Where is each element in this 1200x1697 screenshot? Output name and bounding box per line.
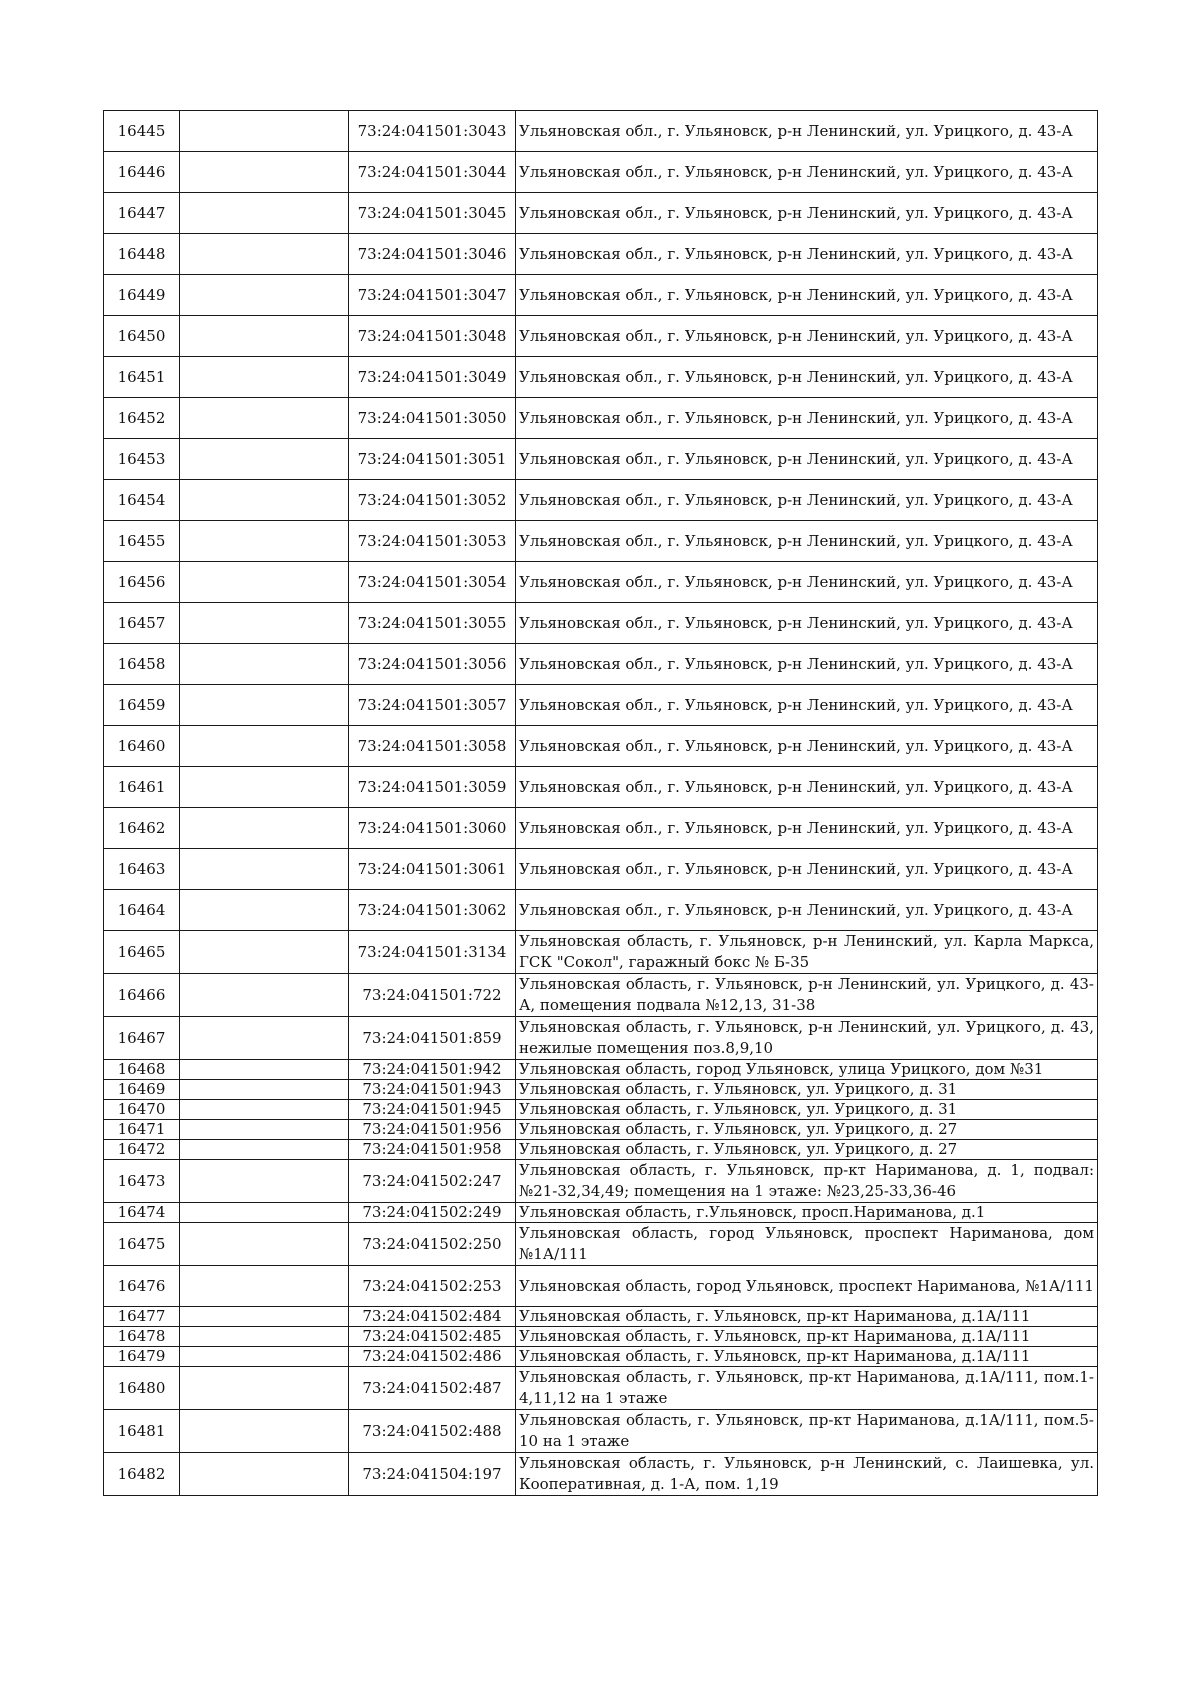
table-row: [104, 1100, 1098, 1120]
table-row: [104, 685, 1098, 726]
address-cell: Ульяновская область, г. Ульяновск, р-н Ленинский, ул. Урицкого, д. 43, нежилые помещения поз.8,9,10: [516, 1017, 1098, 1060]
row-empty-cell: [180, 521, 349, 562]
table-row: [104, 1080, 1098, 1100]
table-row: [104, 808, 1098, 849]
table-row: [104, 644, 1098, 685]
address-cell: Ульяновская обл., г. Ульяновск, р-н Ленинский, ул. Урицкого, д. 43-А: [516, 152, 1098, 193]
row-number-cell: 16448: [104, 234, 180, 275]
cadastral-number-cell: 73:24:041502:486: [349, 1347, 516, 1367]
row-number-cell: 16447: [104, 193, 180, 234]
address-cell: Ульяновская обл., г. Ульяновск, р-н Ленинский, ул. Урицкого, д. 43-А: [516, 562, 1098, 603]
address-cell: Ульяновская область, г. Ульяновск, ул. Урицкого, д. 31: [516, 1100, 1098, 1120]
cadastral-number-cell: 73:24:041501:942: [349, 1060, 516, 1080]
cadastral-number-cell: 73:24:041502:484: [349, 1307, 516, 1327]
table-row: [104, 1327, 1098, 1347]
row-number-cell: 16472: [104, 1140, 180, 1160]
address-cell: Ульяновская область, г. Ульяновск, пр-кт Нариманова, д.1А/111, пом.1-4,11,12 на 1 этаже: [516, 1367, 1098, 1410]
table-row: [104, 849, 1098, 890]
row-empty-cell: [180, 767, 349, 808]
row-number-cell: 16456: [104, 562, 180, 603]
row-empty-cell: [180, 562, 349, 603]
cadastral-number-cell: 73:24:041501:3058: [349, 726, 516, 767]
row-number-cell: 16445: [104, 111, 180, 152]
address-cell: Ульяновская область, г.Ульяновск, просп.Нариманова, д.1: [516, 1203, 1098, 1223]
cadastral-number-cell: 73:24:041501:3056: [349, 644, 516, 685]
row-number-cell: 16482: [104, 1453, 180, 1496]
address-cell: Ульяновская обл., г. Ульяновск, р-н Ленинский, ул. Урицкого, д. 43-А: [516, 808, 1098, 849]
address-cell: Ульяновская область, г. Ульяновск, ул. Урицкого, д. 31: [516, 1080, 1098, 1100]
cadastral-number-cell: 73:24:041501:3054: [349, 562, 516, 603]
row-empty-cell: [180, 1453, 349, 1496]
address-cell: Ульяновская область, г. Ульяновск, ул. Урицкого, д. 27: [516, 1120, 1098, 1140]
address-cell: Ульяновская обл., г. Ульяновск, р-н Ленинский, ул. Урицкого, д. 43-А: [516, 685, 1098, 726]
row-number-cell: 16452: [104, 398, 180, 439]
address-cell: Ульяновская область, г. Ульяновск, пр-кт Нариманова, д. 1, подвал:№21-32,34,49; помещения на 1 этаже: №23,25-33,36-46: [516, 1160, 1098, 1203]
row-empty-cell: [180, 480, 349, 521]
row-number-cell: 16454: [104, 480, 180, 521]
row-number-cell: 16446: [104, 152, 180, 193]
row-number-cell: 16468: [104, 1060, 180, 1080]
address-cell: Ульяновская область, г. Ульяновск, р-н Ленинский, ул. Карла Маркса, ГСК "Сокол", гаражный бокс № Б-35: [516, 931, 1098, 974]
row-empty-cell: [180, 1410, 349, 1453]
row-empty-cell: [180, 316, 349, 357]
cadastral-number-cell: 73:24:041501:3134: [349, 931, 516, 974]
address-cell: Ульяновская область, город Ульяновск, улица Урицкого, дом №31: [516, 1060, 1098, 1080]
row-empty-cell: [180, 1120, 349, 1140]
address-cell: Ульяновская обл., г. Ульяновск, р-н Ленинский, ул. Урицкого, д. 43-А: [516, 767, 1098, 808]
address-cell: Ульяновская обл., г. Ульяновск, р-н Ленинский, ул. Урицкого, д. 43-А: [516, 603, 1098, 644]
table-row: [104, 521, 1098, 562]
row-empty-cell: [180, 890, 349, 931]
table-row: [104, 234, 1098, 275]
table-row: [104, 603, 1098, 644]
row-number-cell: 16466: [104, 974, 180, 1017]
cadastral-number-cell: 73:24:041501:3051: [349, 439, 516, 480]
address-cell: Ульяновская обл., г. Ульяновск, р-н Ленинский, ул. Урицкого, д. 43-А: [516, 890, 1098, 931]
row-empty-cell: [180, 931, 349, 974]
table-row: [104, 1140, 1098, 1160]
row-number-cell: 16473: [104, 1160, 180, 1203]
row-number-cell: 16479: [104, 1347, 180, 1367]
cadastral-number-cell: 73:24:041502:247: [349, 1160, 516, 1203]
cadastral-number-cell: 73:24:041501:3062: [349, 890, 516, 931]
table-row: [104, 1223, 1098, 1266]
row-number-cell: 16462: [104, 808, 180, 849]
row-number-cell: 16480: [104, 1367, 180, 1410]
table-row: [104, 398, 1098, 439]
cadastral-number-cell: 73:24:041501:958: [349, 1140, 516, 1160]
address-cell: Ульяновская обл., г. Ульяновск, р-н Ленинский, ул. Урицкого, д. 43-А: [516, 849, 1098, 890]
address-cell: Ульяновская обл., г. Ульяновск, р-н Ленинский, ул. Урицкого, д. 43-А: [516, 439, 1098, 480]
address-cell: Ульяновская область, г. Ульяновск, пр-кт Нариманова, д.1А/111: [516, 1347, 1098, 1367]
address-cell: Ульяновская область, г. Ульяновск, р-н Ленинский, с. Лаишевка, ул. Кооперативная, д. 1-А, пом. 1,19: [516, 1453, 1098, 1496]
address-cell: Ульяновская обл., г. Ульяновск, р-н Ленинский, ул. Урицкого, д. 43-А: [516, 357, 1098, 398]
address-cell: Ульяновская обл., г. Ульяновск, р-н Ленинский, ул. Урицкого, д. 43-А: [516, 480, 1098, 521]
row-empty-cell: [180, 644, 349, 685]
cadastral-number-cell: 73:24:041501:3053: [349, 521, 516, 562]
cadastral-number-cell: 73:24:041501:859: [349, 1017, 516, 1060]
cadastral-number-cell: 73:24:041501:3043: [349, 111, 516, 152]
row-number-cell: 16478: [104, 1327, 180, 1347]
row-empty-cell: [180, 1307, 349, 1327]
row-number-cell: 16481: [104, 1410, 180, 1453]
cadastral-number-cell: 73:24:041501:3047: [349, 275, 516, 316]
cadastral-number-cell: 73:24:041502:253: [349, 1266, 516, 1307]
row-number-cell: 16471: [104, 1120, 180, 1140]
row-empty-cell: [180, 685, 349, 726]
table-row: [104, 1347, 1098, 1367]
address-cell: Ульяновская обл., г. Ульяновск, р-н Ленинский, ул. Урицкого, д. 43-А: [516, 398, 1098, 439]
address-cell: Ульяновская обл., г. Ульяновск, р-н Ленинский, ул. Урицкого, д. 43-А: [516, 111, 1098, 152]
registry-table-body: [104, 111, 1098, 1496]
row-number-cell: 16464: [104, 890, 180, 931]
table-row: [104, 726, 1098, 767]
row-number-cell: 16459: [104, 685, 180, 726]
row-empty-cell: [180, 974, 349, 1017]
address-cell: Ульяновская обл., г. Ульяновск, р-н Ленинский, ул. Урицкого, д. 43-А: [516, 644, 1098, 685]
property-registry-table: [103, 110, 1098, 1496]
cadastral-number-cell: 73:24:041501:956: [349, 1120, 516, 1140]
row-empty-cell: [180, 152, 349, 193]
address-cell: Ульяновская область, г. Ульяновск, пр-кт Нариманова, д.1А/111: [516, 1307, 1098, 1327]
cadastral-number-cell: 73:24:041501:3060: [349, 808, 516, 849]
row-number-cell: 16457: [104, 603, 180, 644]
cadastral-number-cell: 73:24:041501:3059: [349, 767, 516, 808]
row-empty-cell: [180, 1367, 349, 1410]
table-row: [104, 767, 1098, 808]
row-empty-cell: [180, 1266, 349, 1307]
row-number-cell: 16463: [104, 849, 180, 890]
table-row: [104, 562, 1098, 603]
cadastral-number-cell: 73:24:041501:3048: [349, 316, 516, 357]
row-empty-cell: [180, 1223, 349, 1266]
row-empty-cell: [180, 275, 349, 316]
table-row: [104, 111, 1098, 152]
address-cell: Ульяновская обл., г. Ульяновск, р-н Ленинский, ул. Урицкого, д. 43-А: [516, 234, 1098, 275]
row-empty-cell: [180, 398, 349, 439]
row-empty-cell: [180, 1140, 349, 1160]
cadastral-number-cell: 73:24:041502:250: [349, 1223, 516, 1266]
row-empty-cell: [180, 111, 349, 152]
row-number-cell: 16461: [104, 767, 180, 808]
address-cell: Ульяновская обл., г. Ульяновск, р-н Ленинский, ул. Урицкого, д. 43-А: [516, 316, 1098, 357]
address-cell: Ульяновская область, город Ульяновск, проспект Нариманова, №1А/111: [516, 1266, 1098, 1307]
cadastral-number-cell: 73:24:041502:487: [349, 1367, 516, 1410]
row-number-cell: 16465: [104, 931, 180, 974]
address-cell: Ульяновская обл., г. Ульяновск, р-н Ленинский, ул. Урицкого, д. 43-А: [516, 726, 1098, 767]
row-number-cell: 16458: [104, 644, 180, 685]
cadastral-number-cell: 73:24:041501:3052: [349, 480, 516, 521]
table-row: [104, 1410, 1098, 1453]
table-row: [104, 890, 1098, 931]
row-number-cell: 16469: [104, 1080, 180, 1100]
table-row: [104, 1367, 1098, 1410]
row-number-cell: 16474: [104, 1203, 180, 1223]
cadastral-number-cell: 73:24:041502:485: [349, 1327, 516, 1347]
row-number-cell: 16453: [104, 439, 180, 480]
row-number-cell: 16455: [104, 521, 180, 562]
row-number-cell: 16449: [104, 275, 180, 316]
table-row: [104, 1120, 1098, 1140]
row-empty-cell: [180, 1060, 349, 1080]
address-cell: Ульяновская обл., г. Ульяновск, р-н Ленинский, ул. Урицкого, д. 43-А: [516, 521, 1098, 562]
cadastral-number-cell: 73:24:041501:3045: [349, 193, 516, 234]
table-row: [104, 1017, 1098, 1060]
row-number-cell: 16467: [104, 1017, 180, 1060]
row-empty-cell: [180, 234, 349, 275]
cadastral-number-cell: 73:24:041501:3049: [349, 357, 516, 398]
table-row: [104, 480, 1098, 521]
address-cell: Ульяновская область, город Ульяновск, проспект Нариманова, дом №1А/111: [516, 1223, 1098, 1266]
address-cell: Ульяновская обл., г. Ульяновск, р-н Ленинский, ул. Урицкого, д. 43-А: [516, 275, 1098, 316]
row-empty-cell: [180, 1080, 349, 1100]
row-number-cell: 16477: [104, 1307, 180, 1327]
row-number-cell: 16460: [104, 726, 180, 767]
row-empty-cell: [180, 193, 349, 234]
row-number-cell: 16451: [104, 357, 180, 398]
table-row: [104, 275, 1098, 316]
address-cell: Ульяновская область, г. Ульяновск, пр-кт Нариманова, д.1А/111: [516, 1327, 1098, 1347]
cadastral-number-cell: 73:24:041502:249: [349, 1203, 516, 1223]
cadastral-number-cell: 73:24:041501:3057: [349, 685, 516, 726]
row-number-cell: 16475: [104, 1223, 180, 1266]
address-cell: Ульяновская область, г. Ульяновск, пр-кт Нариманова, д.1А/111, пом.5-10 на 1 этаже: [516, 1410, 1098, 1453]
table-row: [104, 1060, 1098, 1080]
table-row: [104, 152, 1098, 193]
cadastral-number-cell: 73:24:041504:197: [349, 1453, 516, 1496]
table-row: [104, 193, 1098, 234]
row-empty-cell: [180, 1203, 349, 1223]
cadastral-number-cell: 73:24:041501:3046: [349, 234, 516, 275]
row-number-cell: 16476: [104, 1266, 180, 1307]
row-empty-cell: [180, 603, 349, 644]
cadastral-number-cell: 73:24:041501:3044: [349, 152, 516, 193]
row-empty-cell: [180, 357, 349, 398]
table-row: [104, 974, 1098, 1017]
table-row: [104, 1203, 1098, 1223]
row-empty-cell: [180, 1327, 349, 1347]
row-empty-cell: [180, 849, 349, 890]
row-empty-cell: [180, 726, 349, 767]
table-row: [104, 439, 1098, 480]
cadastral-number-cell: 73:24:041501:3061: [349, 849, 516, 890]
row-empty-cell: [180, 808, 349, 849]
cadastral-number-cell: 73:24:041502:488: [349, 1410, 516, 1453]
cadastral-number-cell: 73:24:041501:3050: [349, 398, 516, 439]
cadastral-number-cell: 73:24:041501:945: [349, 1100, 516, 1120]
table-row: [104, 1160, 1098, 1203]
row-number-cell: 16470: [104, 1100, 180, 1120]
row-number-cell: 16450: [104, 316, 180, 357]
row-empty-cell: [180, 1160, 349, 1203]
table-row: [104, 357, 1098, 398]
table-row: [104, 931, 1098, 974]
table-row: [104, 1453, 1098, 1496]
table-row: [104, 1307, 1098, 1327]
address-cell: Ульяновская обл., г. Ульяновск, р-н Ленинский, ул. Урицкого, д. 43-А: [516, 193, 1098, 234]
address-cell: Ульяновская область, г. Ульяновск, ул. Урицкого, д. 27: [516, 1140, 1098, 1160]
cadastral-number-cell: 73:24:041501:722: [349, 974, 516, 1017]
cadastral-number-cell: 73:24:041501:943: [349, 1080, 516, 1100]
row-empty-cell: [180, 439, 349, 480]
row-empty-cell: [180, 1347, 349, 1367]
table-row: [104, 1266, 1098, 1307]
table-row: [104, 316, 1098, 357]
address-cell: Ульяновская область, г. Ульяновск, р-н Ленинский, ул. Урицкого, д. 43-А, помещения подвала №12,13, 31-38: [516, 974, 1098, 1017]
cadastral-number-cell: 73:24:041501:3055: [349, 603, 516, 644]
row-empty-cell: [180, 1100, 349, 1120]
row-empty-cell: [180, 1017, 349, 1060]
